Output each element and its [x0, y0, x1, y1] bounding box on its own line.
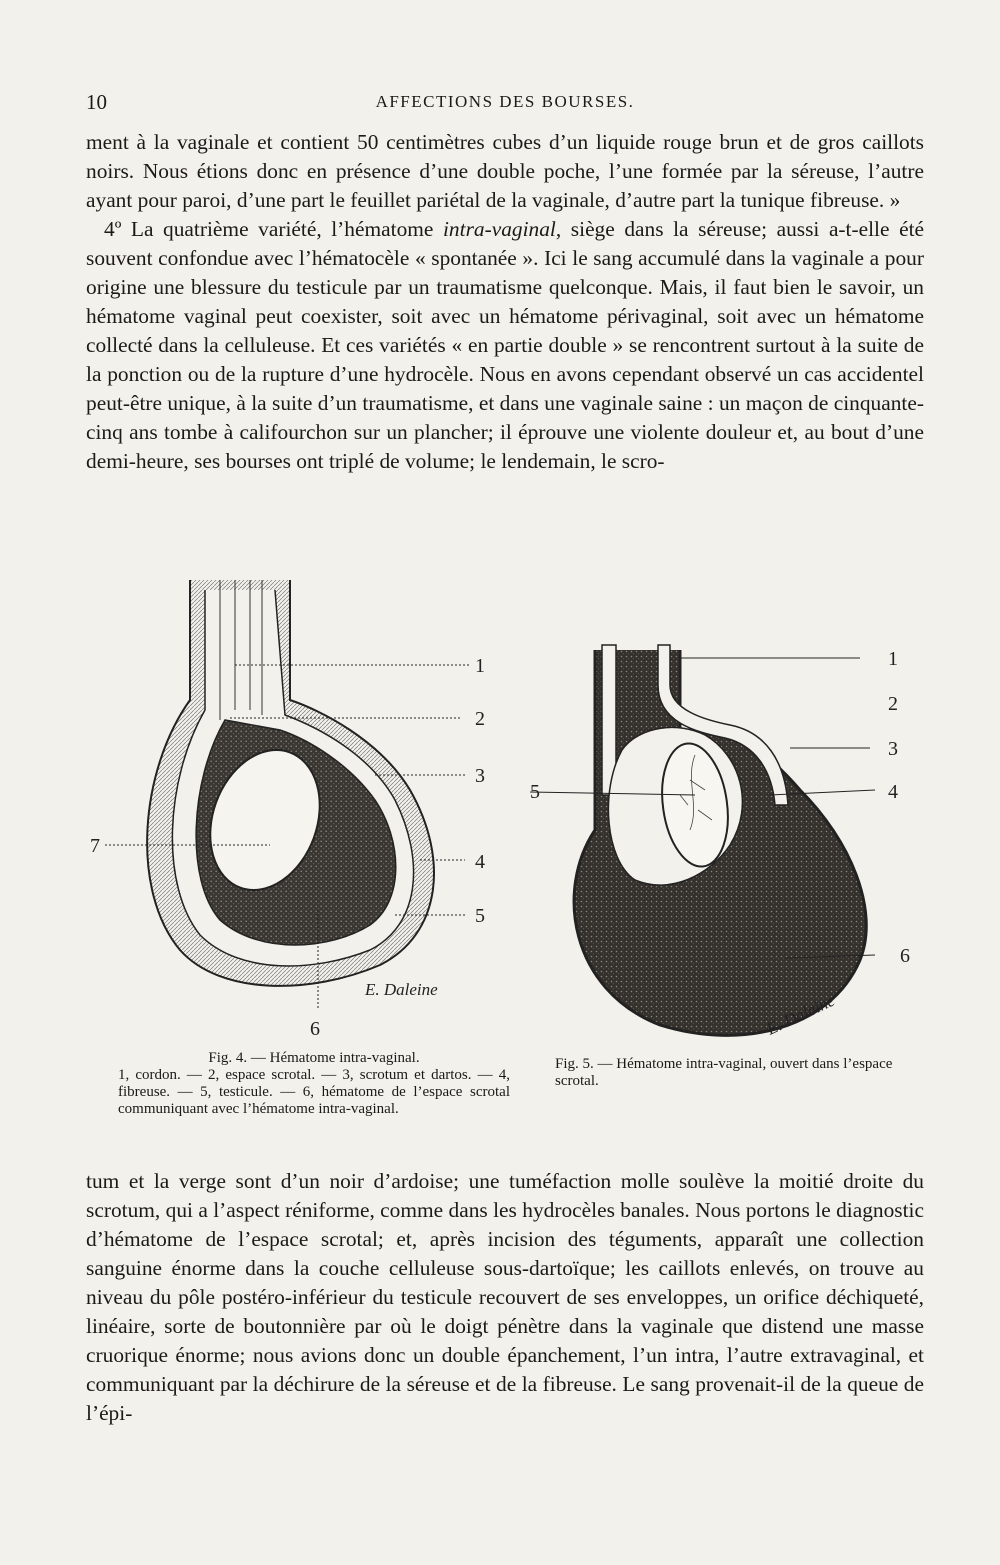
running-head	[86, 90, 924, 120]
fig5-label-2: 2	[888, 693, 898, 715]
figure-4-illustration	[90, 570, 520, 1050]
fig5-label-3: 3	[888, 738, 898, 760]
fig5-label-1: 1	[888, 648, 898, 670]
fig4-label-2: 2	[475, 708, 485, 730]
fig5-label-4: 4	[888, 781, 898, 803]
figure-5-caption-title: Fig. 5. — Hématome intra-vaginal, ouvert dans l’espace scrotal.	[555, 1056, 893, 1089]
running-title: AFFECTIONS DES BOURSES.	[375, 92, 635, 111]
paragraph-2	[86, 215, 924, 476]
fig4-label-5: 5	[475, 905, 485, 927]
paragraph-2-italic: intra-vaginal	[442, 217, 556, 241]
figure-5-svg	[530, 630, 930, 1050]
page-number: 10	[86, 90, 107, 114]
fig4-label-4: 4	[475, 851, 485, 873]
paragraph-3: tum et la verge sont d’un noir d’ardoise; une tuméfaction molle soulève la moitié droite du scrotum, qui a l’aspect réniforme, comme dans les hydrocèles banales. Nous portons le diagnostic d’hématome de l’espace scrotal; et, après incision des téguments, apparaît une collection sanguine énorme dans la couche celluleuse sous-dartoïque; les caillots enlevés, on trouve au niveau du pôle postéro-inférieur du testicule recouvert de ses enveloppes, un orifice déchiqueté, linéaire, sorte de boutonnière par où le doigt pénètre dans la vaginale que distend une masse cruorique énorme; nous avions donc un double épanchement, l’un intra, l’autre extravaginal, et communiquant par la déchirure de la séreuse et de la fibreuse. Le sang provenait-il de la queue de l’épi-	[86, 1169, 924, 1425]
paragraph-1: ment à la vaginale et contient 50 centimètres cubes d’un liquide rouge brun et de gros caillots noirs. Nous étions donc en présence d’une double poche, l’une formée par la séreuse, l’autre ayant pour paroi, d’une part le feuillet pariétal de la vaginale, d’autre part la tunique fibreuse. »	[86, 130, 924, 212]
figure-4-caption	[118, 1050, 510, 1118]
fig4-label-3: 3	[475, 765, 485, 787]
figure-5-caption	[555, 1056, 900, 1090]
body-text-top	[86, 128, 924, 476]
figure-4-svg	[90, 570, 520, 1050]
figure-5-illustration	[530, 630, 930, 1050]
paragraph-2-rest: , siège dans la séreuse; aussi a-t-elle été souvent confondue avec l’hématocèle « spontanée ». Ici le sang accumulé dans la vaginale a pour origine une blessure du testicule par un traumatisme quelconque. Mais, il faut bien le savoir, un hématome vaginal peut coexister, soit avec un hématome périvaginal, soit avec un hématome collecté dans la celluleuse. Et ces variétés « en partie double » se rencontrent surtout à la suite de la ponction ou de la rupture d’une hydrocèle. Nous en avons cependant observé un cas accidentel peut-être unique, à la suite d’un traumatisme, et dans une vaginale saine : un maçon de cinquante-cinq ans tombe à califourchon sur un plancher; il éprouve une violente douleur et, au bout d’une demi-heure, ses bourses ont triplé de volume; le lendemain, le scro-	[86, 217, 925, 473]
fig4-label-7: 7	[90, 835, 100, 857]
fig5-label-6: 6	[900, 945, 910, 967]
fig4-label-1: 1	[475, 655, 485, 677]
body-text-bottom	[86, 1167, 924, 1428]
figure-4-caption-legend: 1, cordon. — 2, espace scrotal. — 3, scrotum et dartos. — 4, fibreuse. — 5, testicule. — 6, hématome de l’espace scrotal communiquant avec l’hématome intra-vaginal.	[118, 1067, 510, 1117]
fig4-label-6: 6	[310, 1018, 320, 1040]
fig4-signature: E. Daleine	[365, 980, 438, 999]
fig5-signature: E. Daleine	[763, 990, 838, 1039]
fig5-label-5: 5	[530, 781, 540, 803]
paragraph-2-start: 4º La quatrième variété, l’hématome	[104, 217, 443, 241]
figure-4-caption-title: Fig. 4. — Hématome intra-vaginal.	[208, 1050, 420, 1066]
